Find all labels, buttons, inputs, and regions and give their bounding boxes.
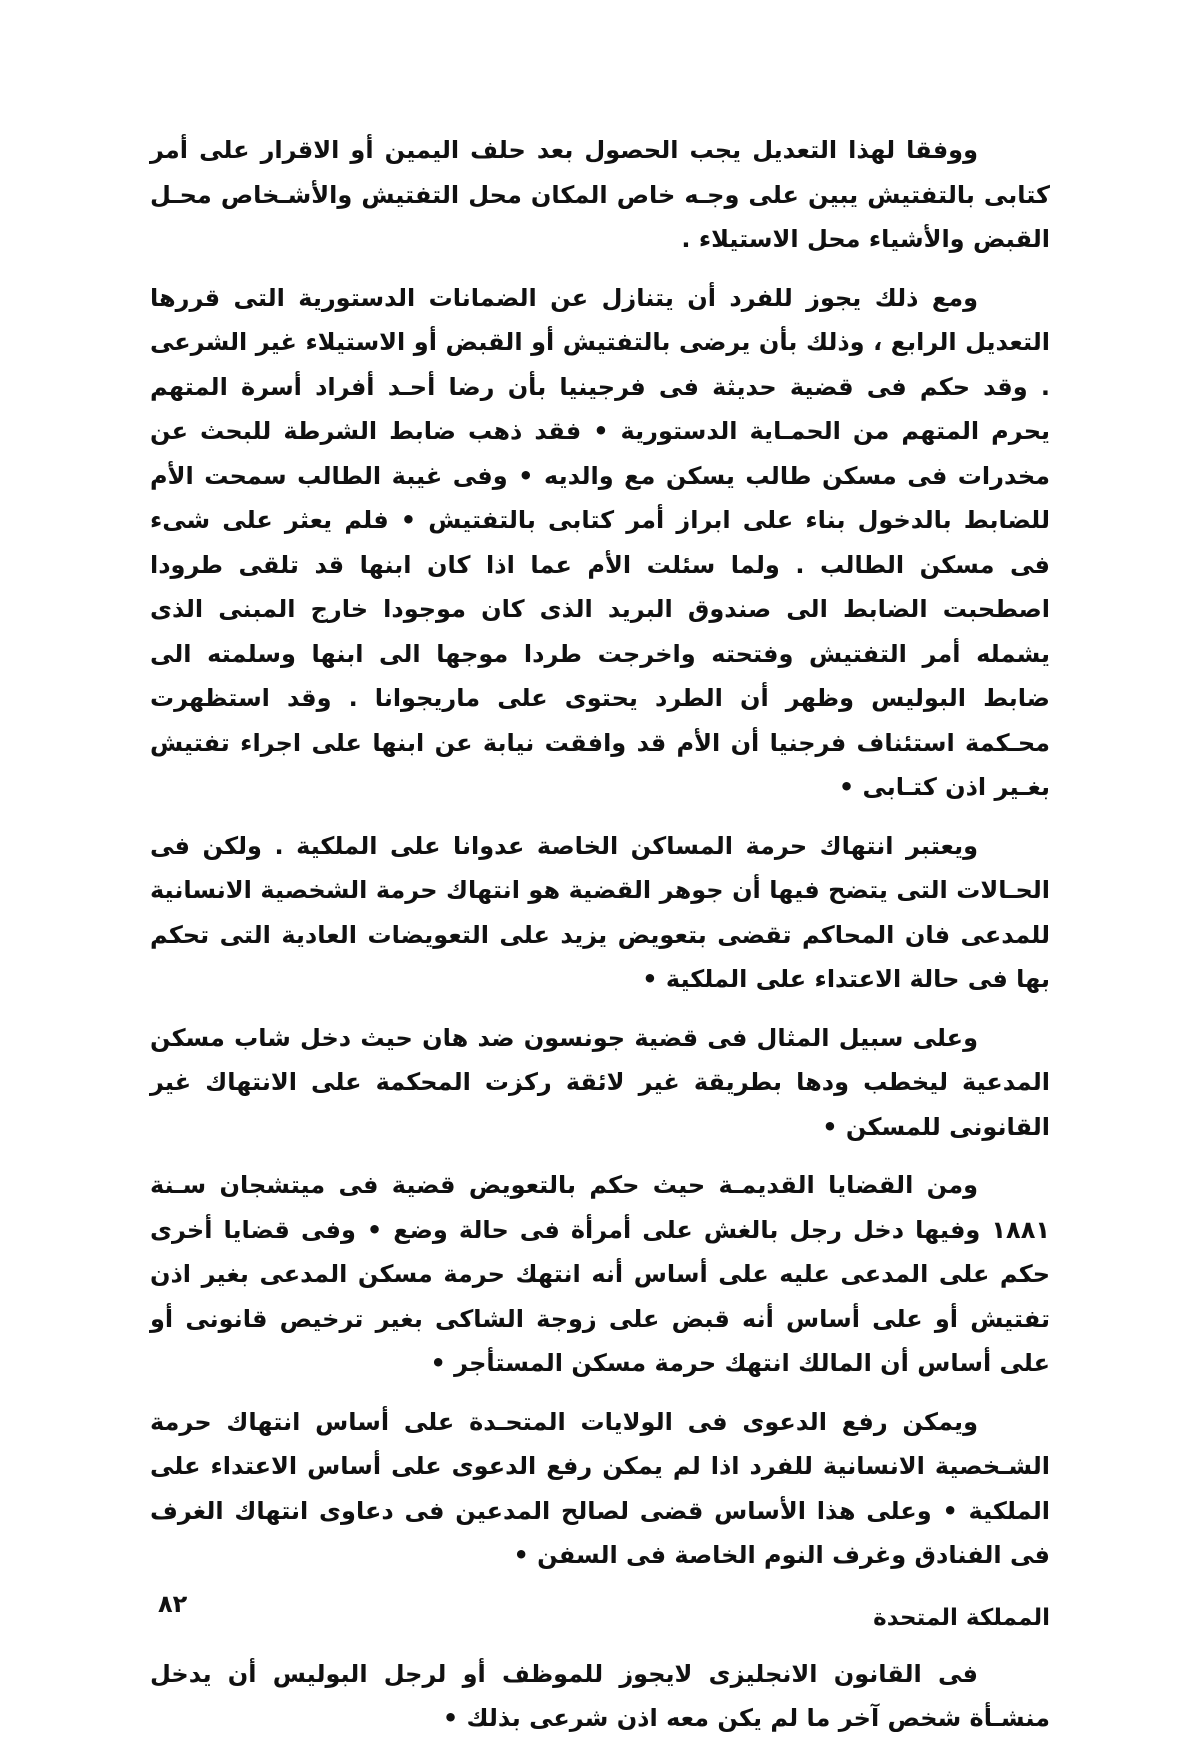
paragraph-privacy-suits: ويمكن رفع الدعوى فى الولايات المتحـدة على أساس انتهاك حرمة الشـخصية الانسانية للفرد اذا لم يمكن رفع الدعوى على أساس الاعتداء على الملكية • وعلى هذا الأساس قضى لصالح المدعين فى دعاوى انتهاك الغرف فى الفنادق وغرف النوم الخاصة فى السفن • [150, 1407, 1050, 1569]
paragraph-waiver-consent: ومع ذلك يجوز للفرد أن يتنازل عن الضمانات الدستورية التى قررها التعديل الرابع ، وذلك بأن يرضى بالتفتيش أو القبض أو الاستيلاء غير الشرعى . وقد حكم فى قضية حديثة فى فرجينيا بأن رضا أحـد أفراد أسرة المتهم يحرم المتهم من الحمـاية الدستورية • فقد ذهب ضابط الشرطة للبحث عن مخدرات فى مسكن طالب يسكن مع والديه • وفى غيبة الطالب سمحت الأم للضابط بالدخول بناء على ابراز أمر كتابى بالتفتيش • فلم يعثر على شىء فى مسكن الطالب . ولما سئلت الأم عما اذا كان ابنها قد تلقى طرودا اصطحبت الضابط الى صندوق البريد الذى كان موجودا خارج المبنى الذى يشمله أمر التفتيش وفتحته واخرجت طردا موجها الى ابنها وسلمته الى ضابط البوليس وظهر أن الطرد يحتوى على ماريجوانا . وقد استظهرت محـكمة استئناف فرجنيا أن الأم قد وافقت نيابة عن ابنها على اجراء تفتيش بغـير اذن كتـابى • [150, 283, 1050, 801]
paragraph-english-law: فى القانون الانجليزى لايجوز للموظف أو لرجل البوليس أن يدخل منشـأة شخص آخر ما لم يكن معه اذن شرعى بذلك • [150, 1659, 1050, 1732]
section-heading-united-kingdom: المملكة المتحدة [873, 1604, 1050, 1631]
paragraph-warrant-requirement: ووفقا لهذا التعديل يجب الحصول بعد حلف اليمين أو الاقرار على أمر كتابى بالتفتيش يبين على وجـه خاص المكان محل التفتيش والأشـخاص محـل القبض والأشياء محل الاستيلاء . [150, 136, 1050, 253]
paragraph-property-violation: ويعتبر انتهاك حرمة المساكن الخاصة عدوانا على الملكية . ولكن فى الحـالات التى يتضح فيها أن جوهر القضية هو انتهاك حرمة الشخصية الانسانية للمدعى فان المحاكم تقضى بتعويض يزيد على التعويضات العادية التى تحكم بها فى حالة الاعتداء على الملكية • [150, 831, 1050, 993]
page-number: ٨٢ [158, 1590, 188, 1618]
paragraph-old-cases: ومن القضايا القديمـة حيث حكم بالتعويض قضية فى ميتشجان سـنة ١٨٨١ وفيها دخل رجل بالغش على أمرأة فى حالة وضع • وفى قضايا أخرى حكم على المدعى عليه على أساس أنه انتهك حرمة مسكن المدعى بغير اذن تفتيش أو على أساس أنه قبض على زوجة الشاكى بغير ترخيص قانونى أو على أساس أن المالك انتهك حرمة مسكن المستأجر • [150, 1171, 1050, 1377]
document-body [150, 128, 1050, 1741]
paragraph-johnson-case: وعلى سبيل المثال فى قضية جونسون ضد هان حيث دخل شاب مسكن المدعية ليخطب ودها بطريقة غير لائقة ركزت المحكمة على الانتهاك غير القانونى للمسكن • [150, 1023, 1050, 1141]
